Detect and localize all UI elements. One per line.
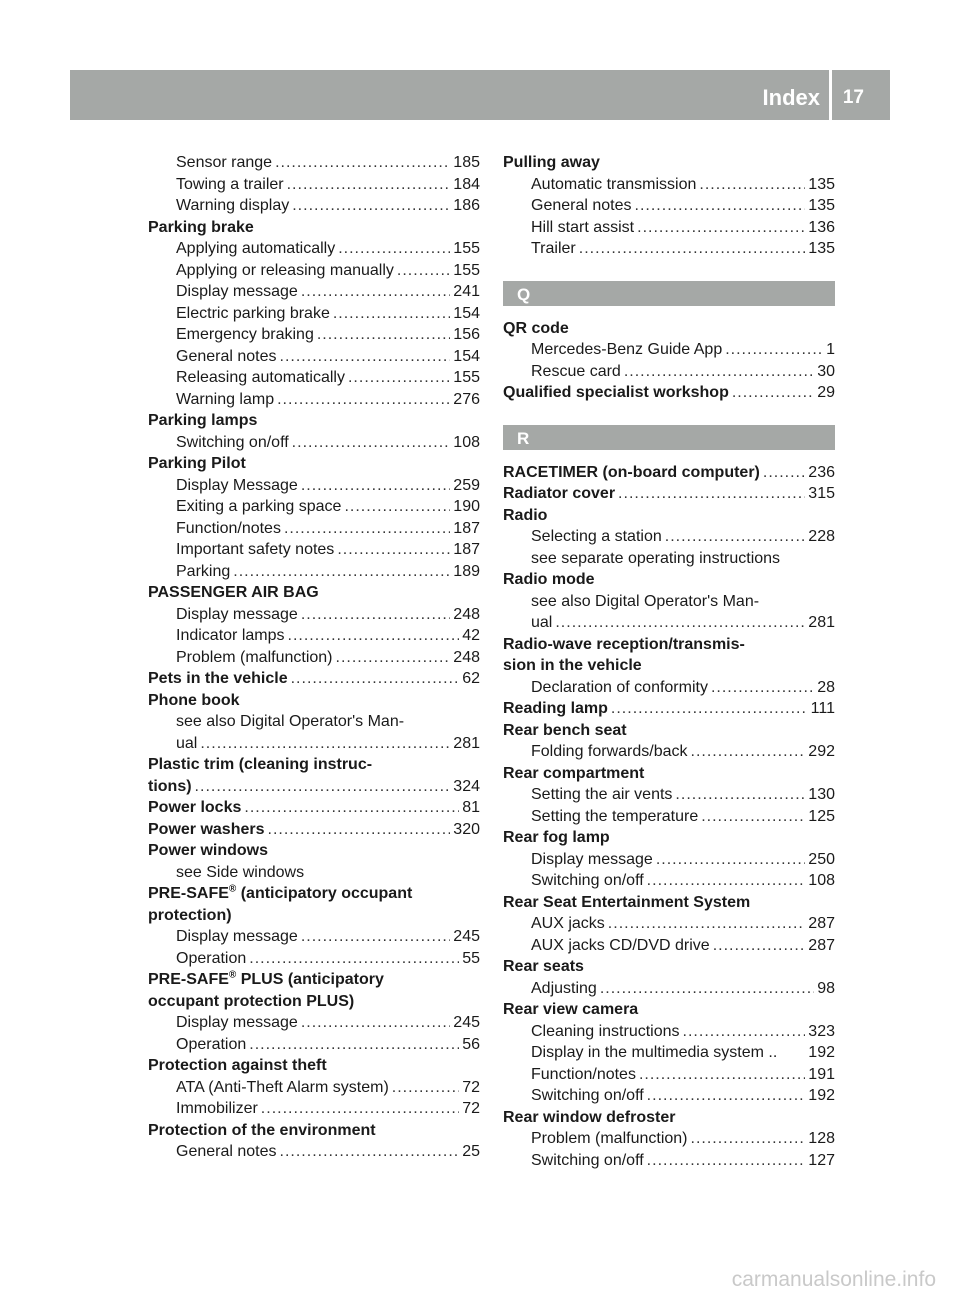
index-entry[interactable]: Folding forwards/back ..... 292 xyxy=(503,741,835,763)
index-entry[interactable]: ATA (Anti-Theft Alarm system) ..... 72 xyxy=(148,1077,480,1099)
index-entry[interactable]: Power locks ..... 81 xyxy=(148,797,480,819)
index-entry[interactable]: Display message ..... 250 xyxy=(503,849,835,871)
index-entry[interactable]: Releasing automatically ..... 155 xyxy=(148,367,480,389)
index-entry[interactable]: Important safety notes ..... 187 xyxy=(148,539,480,561)
index-entry[interactable]: Applying automatically ..... 155 xyxy=(148,238,480,260)
index-heading: Power windows xyxy=(148,842,269,859)
index-entry[interactable]: AUX jacks ..... 287 xyxy=(503,913,835,935)
index-entry[interactable]: Problem (malfunction) ..... 248 xyxy=(148,647,480,669)
index-entry[interactable]: Radiator cover ..... 315 xyxy=(503,483,835,505)
index-entry[interactable]: Hill start assist ..... 136 xyxy=(503,217,835,239)
index-entry[interactable]: Immobilizer ..... 72 xyxy=(148,1098,480,1120)
index-heading: Pulling away xyxy=(503,154,600,171)
index-entry[interactable]: Setting the air vents ..... 130 xyxy=(503,784,835,806)
index-heading: Protection against theft xyxy=(148,1057,327,1074)
index-heading: Parking lamps xyxy=(148,412,258,429)
index-entry[interactable]: Display message ..... 241 xyxy=(148,281,480,303)
index-entry[interactable]: Automatic transmission ..... 135 xyxy=(503,174,835,196)
index-entry[interactable]: Switching on/off ..... 108 xyxy=(503,870,835,892)
index-entry[interactable]: Setting the temperature ..... 125 xyxy=(503,806,835,828)
index-heading: Parking Pilot xyxy=(148,455,246,472)
index-entry[interactable]: Display message ..... 245 xyxy=(148,1012,480,1034)
index-entry[interactable]: Function/notes ..... 191 xyxy=(503,1064,835,1086)
index-entry[interactable]: Reading lamp ..... 111 xyxy=(503,698,835,720)
index-entry[interactable]: Adjusting ..... 98 xyxy=(503,978,835,1000)
index-entry[interactable]: Switching on/off ..... 192 xyxy=(503,1085,835,1107)
watermark: carmanualsonline.info xyxy=(731,1268,936,1291)
index-entry[interactable]: Display message ..... 245 xyxy=(148,926,480,948)
index-entry[interactable]: Display in the multimedia system .. 192 xyxy=(531,1044,835,1061)
index-entry[interactable]: Emergency braking ..... 156 xyxy=(148,324,480,346)
index-heading: sion in the vehicle xyxy=(503,657,642,674)
index-heading: Rear compartment xyxy=(503,764,645,782)
index-entry[interactable]: General notes ..... 135 xyxy=(503,195,835,217)
header-title: Index xyxy=(762,85,820,110)
index-heading: QR code xyxy=(503,319,569,337)
index-entry[interactable]: Parking ..... 189 xyxy=(148,561,480,583)
index-heading: PRE-SAFE® (anticipatory occupant xyxy=(148,883,413,902)
index-column-left xyxy=(148,152,480,1163)
index-heading: Rear bench seat xyxy=(503,721,627,739)
index-entry[interactable]: Mercedes-Benz Guide App ..... 1 xyxy=(503,339,835,361)
index-entry[interactable]: ual ..... 281 xyxy=(503,612,835,634)
index-entry[interactable]: Display Message ..... 259 xyxy=(148,475,480,497)
index-entry[interactable]: AUX jacks CD/DVD drive ..... 287 xyxy=(503,935,835,957)
index-entry[interactable]: Cleaning instructions ..... 323 xyxy=(503,1021,835,1043)
index-heading: Parking brake xyxy=(148,218,254,236)
index-entry[interactable]: ual ..... 281 xyxy=(148,733,480,755)
index-entry[interactable]: Towing a trailer ..... 184 xyxy=(148,174,480,196)
index-heading: occupant protection PLUS) xyxy=(148,992,355,1010)
index-heading: Plastic trim (cleaning instruc- xyxy=(148,756,373,773)
index-entry[interactable]: Sensor range ..... 185 xyxy=(148,152,480,174)
index-entry[interactable]: Exiting a parking space ..... 190 xyxy=(148,496,480,518)
header-bar xyxy=(70,70,890,120)
index-entry[interactable]: Power washers ..... 320 xyxy=(148,819,480,841)
index-see-also: see separate operating instructions xyxy=(531,549,781,567)
index-entry[interactable]: Problem (malfunction) ..... 128 xyxy=(503,1128,835,1150)
index-entry[interactable]: General notes ..... 154 xyxy=(148,346,480,368)
index-entry[interactable]: Operation ..... 55 xyxy=(148,948,480,970)
index-heading: Rear view camera xyxy=(503,1001,639,1018)
index-entry[interactable]: Warning lamp ..... 276 xyxy=(148,389,480,411)
page-number: 17 xyxy=(842,87,864,108)
index-heading: Rear fog lamp xyxy=(503,829,610,846)
index-entry[interactable]: Warning display ..... 186 xyxy=(148,195,480,217)
index-heading: protection) xyxy=(148,906,232,924)
letter-section-q: Q xyxy=(503,281,835,306)
index-see-also: see Side windows xyxy=(176,863,305,881)
index-heading: Phone book xyxy=(148,691,240,709)
index-entry[interactable]: Pets in the vehicle ..... 62 xyxy=(148,668,480,690)
index-entry[interactable]: General notes ..... 25 xyxy=(148,1141,480,1163)
index-heading: Radio xyxy=(503,506,548,524)
index-see-also: see also Digital Operator's Man- xyxy=(176,713,405,730)
letter-section-r: R xyxy=(503,425,835,450)
index-entry[interactable]: Qualified specialist workshop ..... 29 xyxy=(503,382,835,404)
index-entry[interactable]: Declaration of conformity ..... 28 xyxy=(503,677,835,699)
index-heading: PRE-SAFE® PLUS (anticipatory xyxy=(148,969,384,988)
index-heading: Rear window defroster xyxy=(503,1108,676,1126)
index-heading: PASSENGER AIR BAG xyxy=(148,584,319,601)
index-heading: Rear Seat Entertainment System xyxy=(503,893,751,911)
index-heading: Protection of the environment xyxy=(148,1121,376,1139)
index-entry[interactable]: Selecting a station ..... 228 xyxy=(503,526,835,548)
index-entry[interactable]: Rescue card ..... 30 xyxy=(503,361,835,383)
index-heading: Rear seats xyxy=(503,958,584,975)
index-heading: Radio-wave reception/transmis- xyxy=(503,635,745,653)
index-entry[interactable]: Applying or releasing manually ..... 155 xyxy=(148,260,480,282)
index-entry[interactable]: Function/notes ..... 187 xyxy=(148,518,480,540)
index-see-also: see also Digital Operator's Man- xyxy=(531,592,760,610)
index-entry[interactable]: Trailer ..... 135 xyxy=(503,238,835,260)
index-entry[interactable]: Electric parking brake ..... 154 xyxy=(148,303,480,325)
index-entry[interactable]: Operation ..... 56 xyxy=(148,1034,480,1056)
header-separator xyxy=(829,70,832,120)
index-entry[interactable]: tions) ..... 324 xyxy=(148,776,480,798)
index-entry[interactable]: Display message ..... 248 xyxy=(148,604,480,626)
index-entry[interactable]: Indicator lamps ..... 42 xyxy=(148,625,480,647)
index-entry[interactable]: RACETIMER (on-board computer) ..... 236 xyxy=(503,462,835,484)
index-column-right xyxy=(503,152,835,1171)
index-entry[interactable]: Switching on/off ..... 108 xyxy=(148,432,480,454)
index-heading: Radio mode xyxy=(503,571,595,588)
index-entry[interactable]: Switching on/off ..... 127 xyxy=(503,1150,835,1172)
